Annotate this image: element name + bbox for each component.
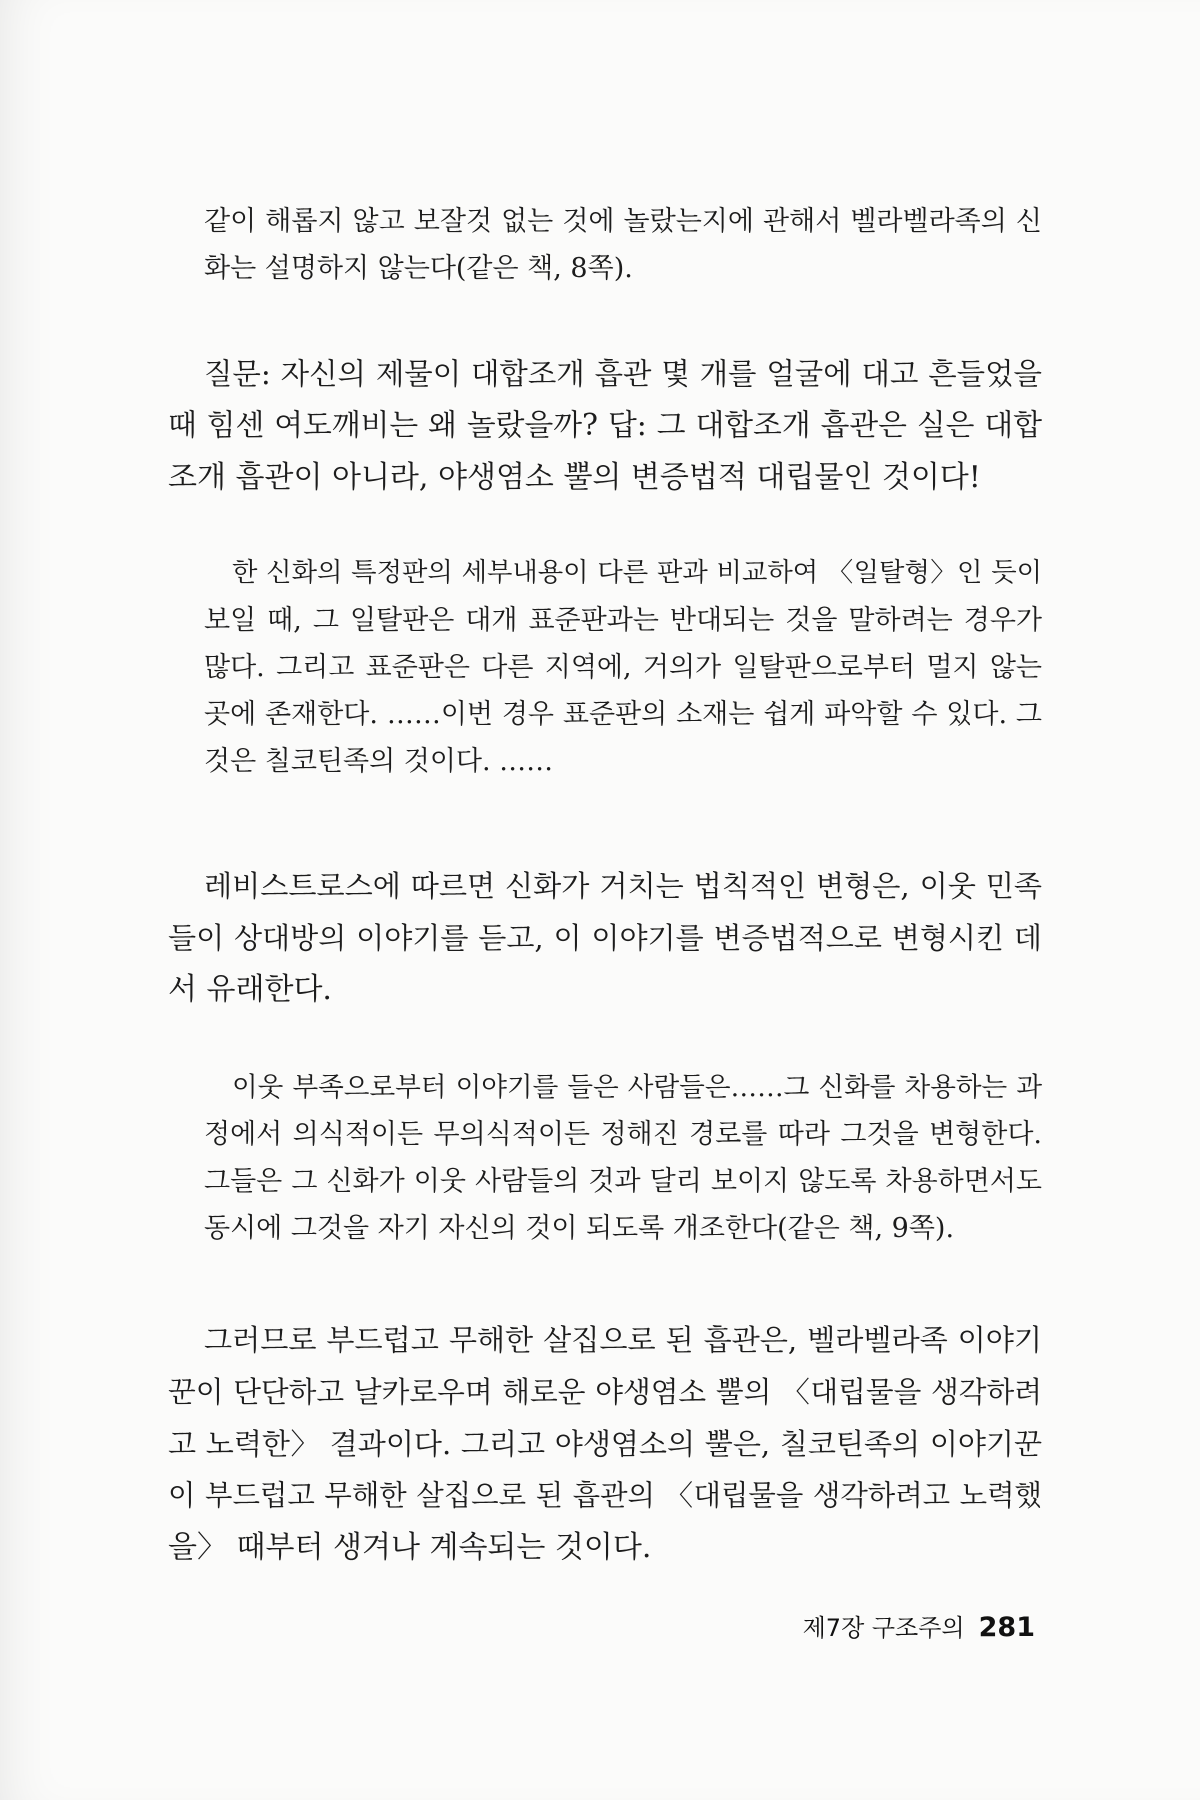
quote-paragraph	[204, 198, 1042, 292]
text-line: 서 유래한다.	[168, 972, 332, 1007]
text-line: 같이 해롭지 않고 보잘것 없는 것에 놀랐는지에 관해서 벨라벨라족의 신	[204, 206, 1042, 237]
page-footer	[803, 1608, 1035, 1643]
text-line: 때 힘센 여도깨비는 왜 놀랐을까? 답: 그 대합조개 흡관은 실은 대합	[168, 408, 1042, 443]
page-number: 281	[978, 1612, 1035, 1643]
chapter-title: 제7장 구조주의	[802, 1614, 965, 1642]
text-line: 레비스트로스에 따르면 신화가 거치는 법칙적인 변형은, 이웃 민족	[204, 869, 1042, 903]
text-line: 조개 흡관이 아니라, 야생염소 뿔의 변증법적 대립물인 것이다!	[168, 460, 981, 495]
text-line: 보일 때, 그 일탈판은 대개 표준판과는 반대되는 것을 말하려는 경우가	[204, 605, 1042, 636]
text-line: 고 노력한〉 결과이다. 그리고 야생염소의 뿔은, 칠코틴족의 이야기꾼	[168, 1427, 1042, 1461]
text-line: 을〉 때부터 생겨나 계속되는 것이다.	[168, 1530, 652, 1565]
text-line: 곳에 존재한다. ……이번 경우 표준판의 소재는 쉽게 파악할 수 있다. 그	[204, 699, 1042, 730]
body-paragraph	[168, 1314, 1042, 1574]
text-line: 한 신화의 특정판의 세부내용이 다른 판과 비교하여 〈일탈형〉인 듯이	[232, 558, 1042, 588]
body-paragraph	[168, 860, 1042, 1016]
text-line: 많다. 그리고 표준판은 다른 지역에, 거의가 일탈판으로부터 멀지 않는	[204, 652, 1042, 683]
quote-paragraph	[204, 1064, 1042, 1252]
text-line: 그러므로 부드럽고 무해한 살집으로 된 흡관은, 벨라벨라족 이야기	[204, 1323, 1042, 1357]
text-line: 이웃 부족으로부터 이야기를 들은 사람들은……그 신화를 차용하는 과	[232, 1072, 1042, 1103]
text-line: 질문: 자신의 제물이 대합조개 흡관 몇 개를 얼굴에 대고 흔들었을	[204, 357, 1042, 391]
text-line: 것은 칠코틴족의 것이다. ……	[204, 746, 554, 777]
text-line: 정에서 의식적이든 무의식적이든 정해진 경로를 따라 그것을 변형한다.	[204, 1119, 1042, 1150]
quote-paragraph	[204, 550, 1042, 785]
text-line: 화는 설명하지 않는다(같은 책, 8쪽).	[204, 253, 633, 284]
text-line: 이 부드럽고 무해한 살집으로 된 흡관의 〈대립물을 생각하려고 노력했	[168, 1479, 1042, 1512]
text-line: 동시에 그것을 자기 자신의 것이 되도록 개조한다(같은 책, 9쪽).	[204, 1213, 955, 1244]
text-line: 그들은 그 신화가 이웃 사람들의 것과 달리 보이지 않도록 차용하면서도	[204, 1166, 1042, 1197]
text-line: 들이 상대방의 이야기를 듣고, 이 이야기를 변증법적으로 변형시킨 데	[168, 921, 1042, 955]
body-paragraph	[168, 348, 1042, 504]
text-line: 꾼이 단단하고 날카로우며 해로운 야생염소 뿔의 〈대립물을 생각하려	[168, 1375, 1042, 1409]
